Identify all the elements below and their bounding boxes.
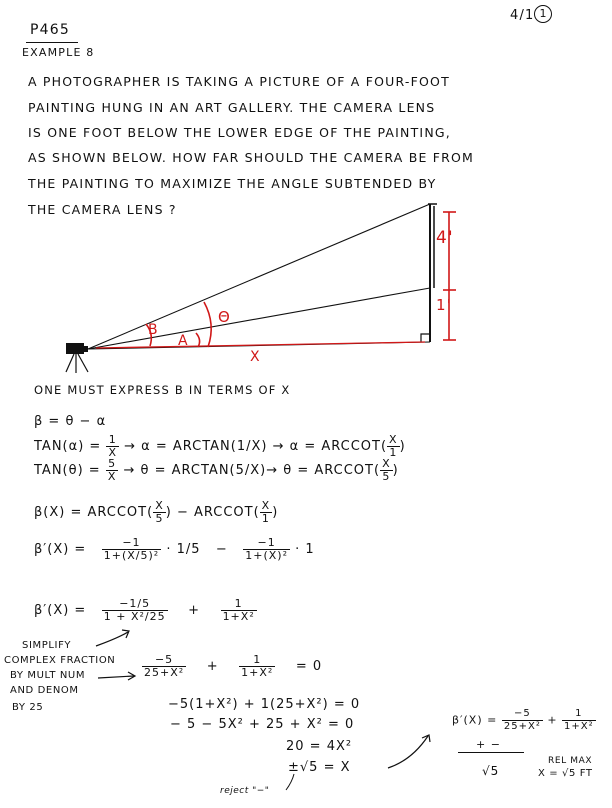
step3-equation: − 5 − 5X² + 25 + X² = 0 [170, 717, 355, 732]
note-line-5: BY 25 [12, 702, 44, 713]
problem-line-4: AS SHOWN BELOW. HOW FAR SHOULD THE CAMERA BE FROM [28, 150, 475, 165]
step4-equation: 20 = 4X² [286, 739, 353, 754]
note-line-2: COMPLEX FRACTION [4, 655, 116, 666]
step1-equation: $\frac{-5}{\text{25+X²}}$ + $\frac{1}{\text{1+X²}}$ = 0 [144, 653, 323, 679]
beta-prime-second-equation: β′(X) = $\frac{-1/5}{\text{1 + X²/25}}$ + $\frac{1}{\text{1+X²}}$ [34, 597, 255, 623]
problem-line-2: PAINTING HUNG IN AN ART GALLERY. THE CAMERA LENS [28, 100, 436, 115]
beta-x-equation: β(X) = ARCCOT( $\frac{X}{5}$ ) − ARCCOT( $\frac{X}{1}$ ) [34, 499, 279, 525]
sign-chart-signs: + − [476, 738, 501, 751]
label-4ft: 4' [436, 228, 454, 248]
note-arrow-right [98, 676, 134, 678]
tan-alpha-equation: TAN(α) = $\frac{1}{X}$ → α = ARCTAN(1/X) → α = ARCCOT( $\frac{X}{1}$ ) [34, 433, 406, 459]
label-alpha: Α [178, 333, 189, 349]
intro-line: ONE MUST EXPRESS Β IN TERMS OF X [34, 383, 291, 397]
label-x: X [250, 349, 261, 365]
course-code: P465 [30, 22, 70, 38]
tan-theta-equation: TAN(θ) = $\frac{5}{X}$ → θ = ARCTAN(5/X)→ θ = ARCCOT( $\frac{X}{5}$ ) [34, 457, 399, 483]
reject-note: reject "−" [220, 786, 270, 796]
note-line-4: AND DENOM [10, 685, 79, 696]
label-theta: Θ [218, 308, 232, 326]
beta-prime-first-equation: β′(X) = $\frac{-1}{\text{1+(X/5)²}}$ · 1/5 − $\frac{-1}{\text{1+(X)²}}$ · 1 [34, 536, 315, 562]
label-1ft: 1' [436, 296, 453, 314]
rel-max-label: REL MAX [548, 756, 593, 766]
sign-chart-line [458, 752, 524, 753]
note-line-1: SIMPLIFY [22, 640, 72, 651]
problem-line-6: THE CAMERA LENS ? [28, 202, 177, 217]
step2-equation: −5(1+X²) + 1(25+X²) = 0 [168, 697, 361, 712]
label-beta: Β [148, 322, 159, 338]
sign-chart-root: √5 [482, 764, 500, 778]
note-arrow-up [96, 632, 128, 646]
problem-line-5: THE PAINTING TO MAXIMIZE THE ANGLE SUBTENDED BY [28, 176, 437, 191]
circled-page-number: 1 [534, 5, 552, 23]
note-line-3: BY MULT NUM [10, 670, 86, 681]
beta-definition: β = θ − α [34, 414, 107, 429]
sign-check-equation: β′(X) = $\frac{-5}{\text{25+X²}}$ + $\frac{1}{\text{1+X²}}$ [452, 708, 594, 732]
page-marker: 4/1 [510, 8, 535, 23]
step5-equation: ±√5 = X [288, 760, 351, 775]
problem-line-1: A PHOTOGRAPHER IS TAKING A PICTURE OF A FOUR-FOOT [28, 74, 450, 89]
example-label: EXAMPLE 8 [22, 46, 95, 59]
sign-check-arrow [388, 736, 428, 768]
reject-arrow [286, 774, 294, 790]
final-answer: X = √5 FT [538, 768, 593, 779]
problem-line-3: IS ONE FOOT BELOW THE LOWER EDGE OF THE PAINTING, [28, 125, 451, 140]
